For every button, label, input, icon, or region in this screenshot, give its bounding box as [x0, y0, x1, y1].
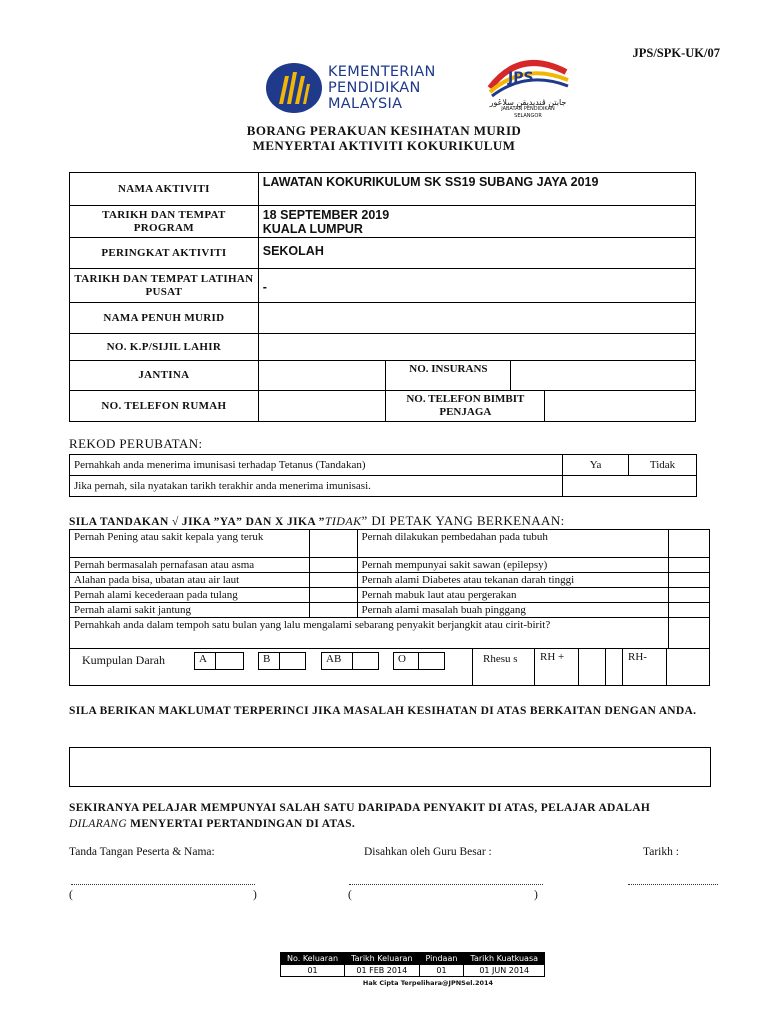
rh-negative-label: RH- — [628, 651, 647, 663]
copyright-text: Hak Cipta Terpelihara@JPNSel.2014 — [362, 979, 494, 987]
form-title — [0, 123, 768, 153]
rh-positive-label: RH + — [540, 651, 565, 663]
cirit-question: Pernahkah anda dalam tempoh satu bulan yang lalu mengalami sebarang penyakit berjangkit atau cirit-birit? — [70, 618, 669, 649]
checklist-left-item: Pernah Pening atau sakit kepala yang teruk — [70, 530, 310, 558]
kpm-line-3: MALAYSIA — [328, 96, 403, 112]
tarikh-program-date: 18 SEPTEMBER 2019 — [262, 208, 390, 222]
checklist-left-box[interactable] — [309, 558, 357, 573]
checklist-right-item: Pernah dilakukan pembedahan pada tubuh — [357, 530, 669, 558]
checklist-right-item: Pernah alami masalah buah pinggang — [357, 603, 669, 618]
checklist-left-box[interactable] — [309, 603, 357, 618]
peringkat-label: PERINGKAT AKTIVITI — [70, 238, 259, 269]
checklist-left-item: Alahan pada bisa, ubatan atau air laut — [70, 573, 310, 588]
peserta-paren-open: ( — [69, 889, 73, 901]
jps-sub-text: JABATAN PENDIDIKAN SELANGOR — [501, 106, 555, 119]
nama-penuh-field[interactable] — [258, 303, 695, 334]
telefon-rumah-label: NO. TELEFON RUMAH — [70, 391, 259, 422]
kumpulan-darah-label: Kumpulan Darah — [82, 653, 165, 667]
peserta-signature-line[interactable] — [71, 884, 255, 885]
jps-logo — [480, 54, 572, 118]
rh-positive-box[interactable] — [578, 649, 606, 685]
immunisation-table — [69, 454, 697, 497]
telefon-rumah-field[interactable] — [258, 391, 386, 422]
guru-paren-close: ) — [534, 889, 538, 901]
blood-group-o-box[interactable] — [393, 652, 445, 670]
document-control-table — [280, 952, 545, 977]
document-code: JPS/SPK-UK/07 — [632, 46, 720, 60]
insurans-label: NO. INSURANS — [386, 361, 511, 391]
kpm-line-1: KEMENTERIAN — [328, 64, 436, 80]
sekiranya-italic: DILARANG — [69, 818, 127, 830]
checklist-left-item: Pernah alami sakit jantung — [70, 603, 310, 618]
tarikh-program-place: KUALA LUMPUR — [262, 222, 363, 236]
tetanus-ya[interactable]: Ya — [563, 455, 629, 476]
rhesus-label: Rhesu s — [483, 653, 518, 665]
blood-group-ab-label: AB — [326, 653, 342, 665]
footer-header: No. Keluaran — [281, 953, 345, 965]
tarikh-latihan-value[interactable]: - — [258, 269, 695, 303]
peserta-paren-close: ) — [253, 889, 257, 901]
checklist-left-item: Pernah bermasalah pernafasan atau asma — [70, 558, 310, 573]
telefon-penjaga-label: NO. TELEFON BIMBIT PENJAGA — [386, 391, 545, 422]
kp-label: NO. K.P/SIJIL LAHIR — [70, 334, 259, 361]
checklist-left-box[interactable] — [309, 573, 357, 588]
telefon-penjaga-field[interactable] — [545, 391, 696, 422]
footer-header: Pindaan — [419, 953, 464, 965]
rekod-heading: REKOD PERUBATAN: — [69, 436, 203, 451]
health-checklist-table — [69, 529, 710, 686]
tetanus-tidak[interactable]: Tidak — [629, 455, 697, 476]
checklist-right-box[interactable] — [669, 588, 710, 603]
blood-group-a-label: A — [199, 653, 207, 665]
kp-field[interactable] — [258, 334, 695, 361]
blood-group-ab-box[interactable] — [321, 652, 379, 670]
peringkat-value[interactable]: SEKOLAH — [258, 238, 695, 269]
jantina-label: JANTINA — [70, 361, 259, 391]
checklist-right-item: Pernah mabuk laut atau pergerakan — [357, 588, 669, 603]
kpm-emblem-icon — [265, 62, 323, 114]
checklist-left-box[interactable] — [309, 530, 357, 558]
tetanus-question: Pernahkah anda menerima imunisasi terhadap Tetanus (Tandakan) — [70, 455, 563, 476]
jps-emblem-icon — [480, 54, 572, 100]
tarikh-line[interactable] — [628, 884, 718, 885]
footer-value: 01 — [281, 965, 345, 977]
maklumat-instruction: SILA BERIKAN MAKLUMAT TERPERINCI JIKA MASALAH KESIHATAN DI ATAS BERKAITAN DENGAN ANDA. — [69, 705, 697, 717]
footer-value: 01 — [419, 965, 464, 977]
guru-paren-open: ( — [348, 889, 352, 901]
tarikh-program-label: TARIKH DAN TEMPAT PROGRAM — [70, 206, 259, 238]
guru-signature-label: Disahkan oleh Guru Besar : — [364, 846, 492, 858]
checklist-left-item: Pernah alami kecederaan pada tulang — [70, 588, 310, 603]
form-title-line-1: BORANG PERAKUAN KESIHATAN MURID — [246, 123, 522, 138]
footer-header: Tarikh Keluaran — [345, 953, 419, 965]
checklist-right-item: Pernah alami Diabetes atau tekanan darah tinggi — [357, 573, 669, 588]
checklist-right-box[interactable] — [669, 603, 710, 618]
peserta-signature-label: Tanda Tangan Peserta & Nama: — [69, 846, 215, 858]
kpm-logo — [265, 62, 465, 114]
insurans-field[interactable] — [511, 361, 696, 391]
sekiranya-part1: SEKIRANYA PELAJAR MEMPUNYAI SALAH SATU DARIPADA PENYAKIT DI ATAS, PELAJAR ADALAH — [69, 802, 651, 814]
sekiranya-warning — [69, 800, 729, 832]
footer-value: 01 FEB 2014 — [345, 965, 419, 977]
checklist-right-box[interactable] — [669, 573, 710, 588]
jantina-field[interactable] — [258, 361, 386, 391]
blood-group-a-box[interactable] — [194, 652, 244, 670]
jps-jawi-text: جابتن ڤنديديقن سلاڠور — [489, 98, 567, 107]
footer-value: 01 JUN 2014 — [464, 965, 545, 977]
jps-badge-text: JPS — [508, 70, 534, 86]
tandakan-heading-rest: ” DI PETAK YANG BERKENAAN: — [361, 513, 565, 528]
sekiranya-part2: MENYERTAI PERTANDINGAN DI ATAS. — [126, 818, 356, 830]
checklist-left-box[interactable] — [309, 588, 357, 603]
footer-header: Tarikh Kuatkuasa — [464, 953, 545, 965]
maklumat-field[interactable] — [69, 747, 711, 787]
kpm-line-2: PENDIDIKAN — [328, 80, 421, 96]
cirit-box[interactable] — [669, 618, 710, 649]
tandakan-heading-bold: SILA TANDAKAN √ JIKA ”YA” DAN X JIKA ” — [69, 516, 325, 528]
blood-group-b-box[interactable] — [258, 652, 306, 670]
tarikh-program-value[interactable] — [258, 206, 695, 238]
student-info-table — [69, 172, 696, 422]
tetanus-date-question: Jika pernah, sila nyatakan tarikh terakhir anda menerima imunisasi. — [70, 476, 563, 497]
tarikh-latihan-label: TARIKH DAN TEMPAT LATIHAN PUSAT — [70, 269, 259, 303]
checklist-right-box[interactable] — [669, 558, 710, 573]
nama-penuh-label: NAMA PENUH MURID — [70, 303, 259, 334]
tandakan-heading-italic: TIDAK — [324, 514, 362, 528]
tetanus-date-field[interactable] — [563, 476, 697, 497]
checklist-right-box[interactable] — [669, 530, 710, 558]
blood-group-o-label: O — [398, 653, 406, 665]
rh-negative-box[interactable] — [666, 649, 667, 685]
tarikh-label: Tarikh : — [643, 846, 679, 858]
nama-aktiviti-label: NAMA AKTIVITI — [70, 173, 259, 206]
nama-aktiviti-value[interactable]: LAWATAN KOKURIKULUM SK SS19 SUBANG JAYA 2019 — [258, 173, 695, 206]
blood-group-b-label: B — [263, 653, 271, 665]
blood-group-row — [70, 649, 710, 686]
form-title-line-2: MENYERTAI AKTIVITI KOKURIKULUM — [252, 138, 516, 153]
checklist-right-item: Pernah mempunyai sakit sawan (epilepsy) — [357, 558, 669, 573]
guru-signature-line[interactable] — [349, 884, 543, 885]
tandakan-heading — [69, 513, 565, 529]
